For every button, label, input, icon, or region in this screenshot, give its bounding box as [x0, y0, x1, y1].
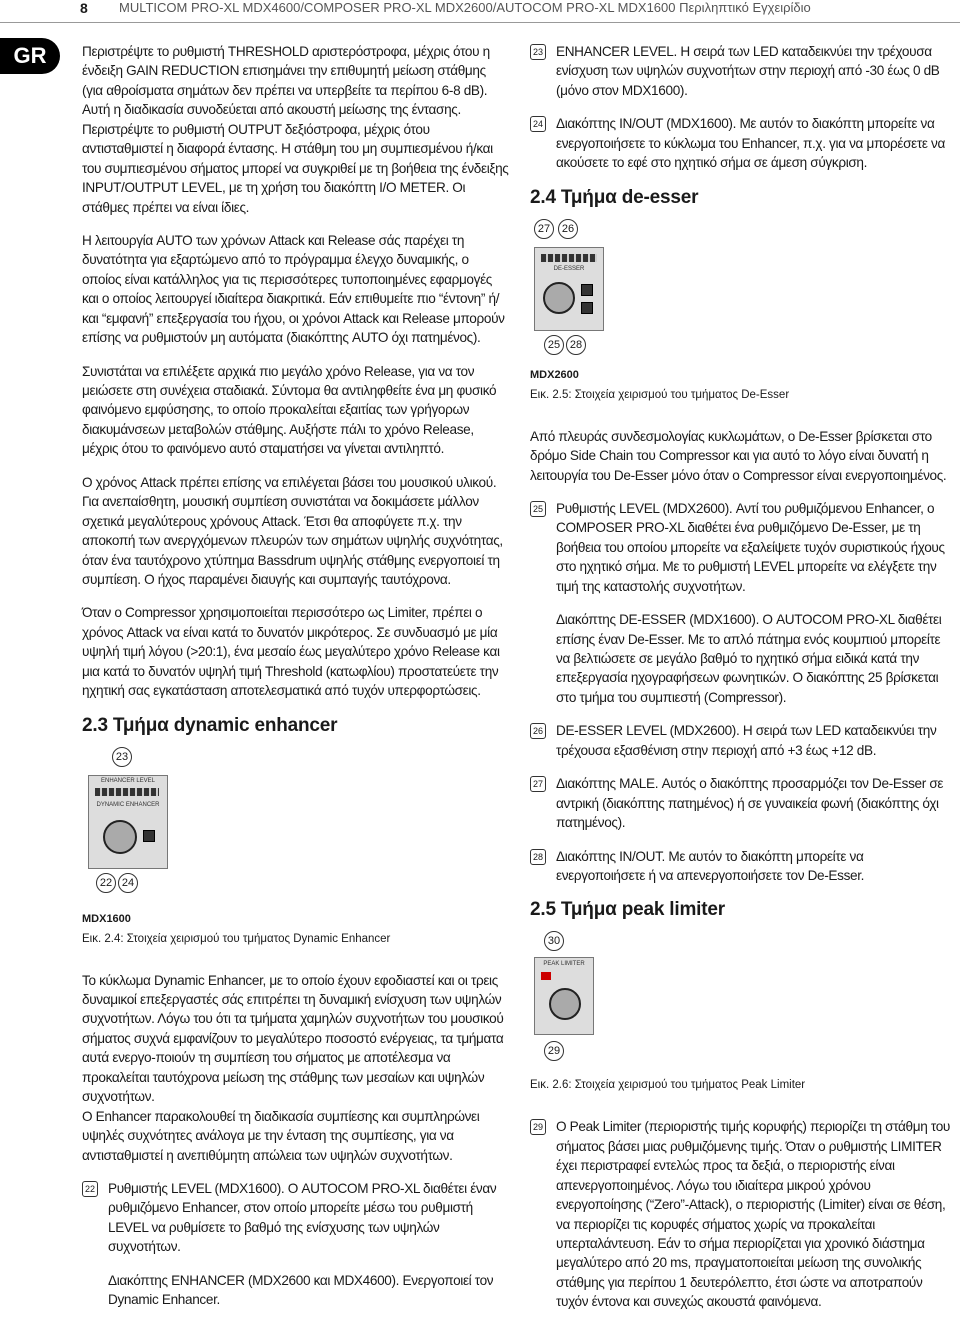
paragraph-threshold: Περιστρέψτε το ρυθμιστή THRESHOLD αριστερόστροφα, μέχρις ότου η ένδειξη GAIN REDUCTION επισημάνει την επιθυμητή μείωση στάθμης (για αθροίσματα σημάτων δεν πρέπει να υπερβείτε τα περίπου 6-8 dB). Αυτή η διαδικασία συνοδεύεται από ακουστή μείωσης της έντασης. Περιστρέψτε το ρυθμιστή OUTPUT δεξιόστροφα, μέχρις ότου αντισταθμιστεί η διαφορά έντασης. Η στάθμη του μη συμπιεσμένου ή/και του συμπιεσμένου σήματος μπορεί να συγκριθεί με τη βοήθεια της ένδειξης INPUT/OUTPUT LEVEL, με τη χρήση του διακόπτη I/O METER. Οι στάθμες πρέπει να είναι ίδιες.: [82, 44, 509, 215]
document-title: MULTICOM PRO-XL MDX4600/COMPOSER PRO-XL MDX2600/AUTOCOM PRO-XL MDX1600 Περιληπτικό Εγχειρίδιο: [119, 0, 811, 15]
item-28-text: Διακόπτης IN/OUT. Με αυτόν το διακόπτη μπορείτε να ενεργοποιήσετε ή να απενεργοποιήσετε τον De-Esser.: [556, 848, 865, 883]
item-number-24: 24: [530, 116, 546, 132]
peak-limiter-led: [541, 972, 551, 980]
item-number-27: 27: [530, 776, 546, 792]
item-24-text: Διακόπτης IN/OUT (MDX1600). Με αυτόν το διακόπτη μπορείτε να ενεργοποιήσετε το κύκλωμα του Enhancer, π.χ. για να μπορέσετε να ακούσετε το εφέ στο ηχητικό σήμα σε άμεση σύγκριση.: [556, 116, 945, 171]
figure-de-esser: [530, 219, 950, 369]
callout-28: 28: [566, 335, 586, 355]
callout-29: 29: [544, 1041, 564, 1061]
callout-22: 22: [96, 873, 116, 893]
paragraph-enhancer-intro: Το κύκλωμα Dynamic Enhancer, με το οποίο έχουν εφοδιαστεί και οι τρεις δυναμικοί επεξεργαστές σάς επιτρέπει τη δυναμική ενίσχυση των υψηλών συχνοτήτων. Λόγω του ότι τα τμήματα χαμηλών συχνοτήτων του μουσικού σήματος συχνά εμφανίζουν το μεγαλύτερο ποσοστό ενέργειας, τα τμήματα αυτά ενεργο-ποιούν τη συμπίεση του σήματος με αποτέλεσμα να προκαλείται ταυτόχρονα μείωση της στάθμης των μεσαίων και υψηλών συχνοτήτων.: [82, 972, 504, 1105]
item-25-sub: [530, 610, 950, 707]
left-column: [82, 42, 510, 1324]
item-26: [530, 721, 950, 760]
right-column: [530, 42, 950, 1326]
callout-25: 25: [544, 335, 564, 355]
enhancer-section-label: DYNAMIC ENHANCER: [96, 801, 160, 808]
figure-caption-2-6: Εικ. 2.6: Στοιχεία χειρισμού του τμήματος Peak Limiter: [530, 1079, 806, 1092]
paragraph-limiter: Όταν ο Compressor χρησιμοποιείται περισσότερο ως Limiter, πρέπει ο χρόνος Attack να είναι κατά το δυνατόν μικρότερος. Σε συνδυασμό με μία υψηλή τιμή λόγου (>20:1), ένα μεσαίο έως μεγαλύτερο χρόνο Release και μια κατά το δυνατόν υψηλή τιμή Threshold (κατωφλίου) προστατεύετε την ηχητική σας εγκατάσταση αποτελεσματικά από τυχόν υπερφορτώσεις.: [82, 605, 500, 699]
item-23-text: ENHANCER LEVEL. Η σειρά των LED καταδεικνύει την τρέχουσα ενίσχυση των υψηλών συχνοτήτων στην περιοχή από -30 έως 0 dB (μόνο στον MDX1600).: [556, 44, 940, 98]
peak-limiter-panel-image: [534, 957, 594, 1035]
paragraph-release: Συνιστάται να επιλέξετε αρχικά πιο μεγάλο χρόνο Release, για να τον μειώσετε στη συνέχεια σταδιακά. Σύντομα θα αντιληφθείτε ένα μη φυσικό φαινόμενο εμφύσησης, το οποίο προκαλείται εξαιτίας των γρήγορων διακυμάνσεων μεταβολών στάθμης. Αυξήστε πάλι το χρόνο Release, μέχρις ότου το φαινόμενο αυτό σταματήσει να γίνεται αντιληπτό.: [82, 363, 497, 457]
item-number-25: 25: [530, 501, 546, 517]
enhancer-level-label: ENHANCER LEVEL: [100, 777, 156, 784]
language-tab: GR: [0, 38, 60, 74]
de-esser-male-button[interactable]: [581, 284, 593, 296]
de-esser-level-knob[interactable]: [543, 282, 575, 314]
figure-caption-2-4: Εικ. 2.4: Στοιχεία χειρισμού του τμήματος Dynamic Enhancer: [82, 932, 391, 945]
figure-enhancer: [82, 747, 510, 907]
item-23: [530, 42, 950, 100]
de-esser-in-out-button[interactable]: [581, 302, 593, 314]
item-29: [530, 1117, 950, 1311]
de-esser-section-label: DE-ESSER: [553, 265, 585, 272]
item-24: [530, 114, 950, 172]
item-27: [530, 774, 950, 832]
item-28: [530, 847, 950, 886]
limiter-knob[interactable]: [549, 988, 581, 1020]
de-esser-led-bar: [541, 254, 597, 262]
item-number-22: 22: [82, 1181, 98, 1197]
heading-de-esser: 2.4 Τμήμα de-esser: [530, 186, 699, 208]
callout-27: 27: [534, 219, 554, 239]
item-25-sub-text: Διακόπτης DE-ESSER (MDX1600). Ο AUTOCOM PRO-XL διαθέτει επίσης έναν De-Esser. Με το απλό πάτημα ενός κουμπιού μπορείτε να βελτιώσετε σε μεγάλο βαθμό το ηχητικό σήμα ειδικά κατά την επεξεργασία ηχογραφήσεων φωνητικών. Ο διακόπτης 25 βρίσκεται στο τμήμα του συμπιεστή (Compressor).: [556, 612, 942, 705]
item-25: [530, 499, 950, 596]
item-27-text: Διακόπτης MALE. Αυτός ο διακόπτης προσαρμόζει τον De-Esser σε αντρική (διακόπτης πατημένος) ή σε γυναικεία φωνή (διακόπτης όχι πατημένος).: [556, 776, 944, 831]
item-number-29: 29: [530, 1119, 546, 1135]
figure-model-mdx2600: MDX2600: [530, 368, 579, 381]
figure-peak-limiter: [530, 931, 950, 1071]
item-number-23: 23: [530, 44, 546, 60]
enhancer-led-bar: [95, 788, 159, 796]
figure-caption-2-5: Εικ. 2.5: Στοιχεία χειρισμού του τμήματος De-Esser: [530, 388, 790, 401]
callout-26: 26: [558, 219, 578, 239]
item-29-text: Ο Peak Limiter (περιοριστής τιμής κορυφής) περιορίζει τη στάθμη του σήματος βάσει μιας ρυθμιζόμενης τιμής. Όταν ο ρυθμιστής LIMITER έχει περιστραφεί εντελώς προς τα δεξιά, ο περιοριστής είναι απενεργοποιημένος. Λόγω του ιδιαίτερα μικρού χρόνου ενεργοποίησης (“Zero”-Attack), ο περιοριστής (Limiter) είναι σε θέση, να περιορίζει τις κορυφές σήματος χωρίς να προκαλείται υπερταλάντευση. Εάν το σήμα περιορίζεται για χρονικό διάστημα μεγαλύτερο από 20 ms, πραγματοποιείται μείωση της συνολικής στάθμης για περίπου 1 δευτερόλεπτο, έτσι ώστε να αποτραπούν τυχόν έντονα και συνεχώς ακουστά φαινόμενα.: [556, 1119, 950, 1310]
page-number: 8: [80, 0, 88, 16]
enhancer-in-out-button[interactable]: [143, 830, 155, 842]
enhancer-level-knob[interactable]: [103, 820, 137, 854]
heading-dynamic-enhancer: 2.3 Τμήμα dynamic enhancer: [82, 714, 338, 736]
de-esser-panel-image: [534, 247, 604, 331]
paragraph-auto: Η λειτουργία AUTO των χρόνων Attack και Release σάς παρέχει τη δυνατότητα για εξαρτώμενο από το πρόγραμμα έλεγχο δυναμικής, ο οποίος είναι κατάλληλος για τις περισσότερες τυποποιημένες εφαρμογές και ο οποίος λειτουργεί ιδιαίτερα διακριτικά. Εάν επιθυμείτε πιο “έντονη” ή/και “εμφανή” επεξεργασία του ήχου, οι χρόνοι Attack και Release μπορούν επίσης να ρυθμιστούν μη αυτόματα (διακόπτης AUTO όχι πατημένος).: [82, 232, 505, 346]
page-header: [0, 0, 960, 23]
item-22-sub-text: Διακόπτης ENHANCER (MDX2600 και MDX4600). Ενεργοποιεί τον Dynamic Enhancer.: [108, 1272, 494, 1308]
item-number-26: 26: [530, 723, 546, 739]
item-22: [82, 1179, 510, 1257]
peak-limiter-section-label: PEAK LIMITER: [543, 961, 585, 968]
figure-model-mdx1600: MDX1600: [82, 912, 131, 925]
item-26-text: DE-ESSER LEVEL (MDX2600). Η σειρά των LED καταδεικνύει την τρέχουσα εξασθένιση στην περιοχή από +3 έως +12 dB.: [556, 723, 937, 758]
item-number-28: 28: [530, 849, 546, 865]
paragraph-enhancer-function: Ο Enhancer παρακολουθεί τη διαδικασία συμπίεσης και συμπληρώνει υψηλές συχνότητες ανάλογα με την ένταση της συμπίεσης, για να αντισταθμιστεί η ανεπιθύμητη απώλεια των υψηλών συχνοτήτων.: [82, 1108, 480, 1163]
item-25-text: Ρυθμιστής LEVEL (MDX2600). Αντί του ρυθμιζόμενου Enhancer, ο COMPOSER PRO-XL διαθέτει ένα ρυθμιζόμενο De-Esser, με τη βοήθεια του οποίου μπορείτε να εξαλείψετε τυχόν συριστικούς ήχους στο ηχητικό σήμα. Με το ρυθμιστή LEVEL μπορείτε να ελέγξετε την τιμή της καταστολής συχνοτήτων.: [556, 500, 945, 594]
item-22-sub: [82, 1271, 510, 1310]
enhancer-panel-image: [88, 775, 168, 869]
paragraph-de-esser-intro: Από πλευράς συνδεσμολογίας κυκλωμάτων, ο De-Esser βρίσκεται στο δρόμο Side Chain του Compressor και για αυτό το λόγο είναι δυνατή η λειτουργία του De-Esser μόνο όταν ο Compressor είναι ενεργοποιημένος.: [530, 428, 947, 483]
paragraph-attack: Ο χρόνος Attack πρέπει επίσης να επιλέγεται βάσει του μουσικού υλικού. Για ανεπαίσθητη, μουσική συμπίεση συνιστάται να δοκιμάσετε μάλλον σχετικά μεγαλύτερους χρόνους Attack. Έτσι θα αποφύγετε π.χ. την αποκοπή των ανεργχόμενων πλευρών των σημάτων υψηλής συχνότητας, όταν ένα ταυτόχρονο χτύπημα Bassdrum υψηλής στάθμης ενεργοποιεί τη συμπίεση. Ο ήχος παραμένει διαυγής και συμπαγής ταυτόχρονα.: [82, 474, 503, 587]
callout-30: 30: [544, 931, 564, 951]
item-22-text: Ρυθμιστής LEVEL (MDX1600). Ο AUTOCOM PRO-XL διαθέτει έναν ρυθμιζόμενο Enhancer, στον οποίο μπορείτε μέσω του ρυθμιστή LEVEL να ρυθμίσετε το βαθμό της ενίσχυσης των υψηλών συχνοτήτων.: [108, 1180, 497, 1255]
callout-23: 23: [112, 747, 132, 767]
heading-peak-limiter: 2.5 Τμήμα peak limiter: [530, 899, 725, 921]
callout-24: 24: [118, 873, 138, 893]
